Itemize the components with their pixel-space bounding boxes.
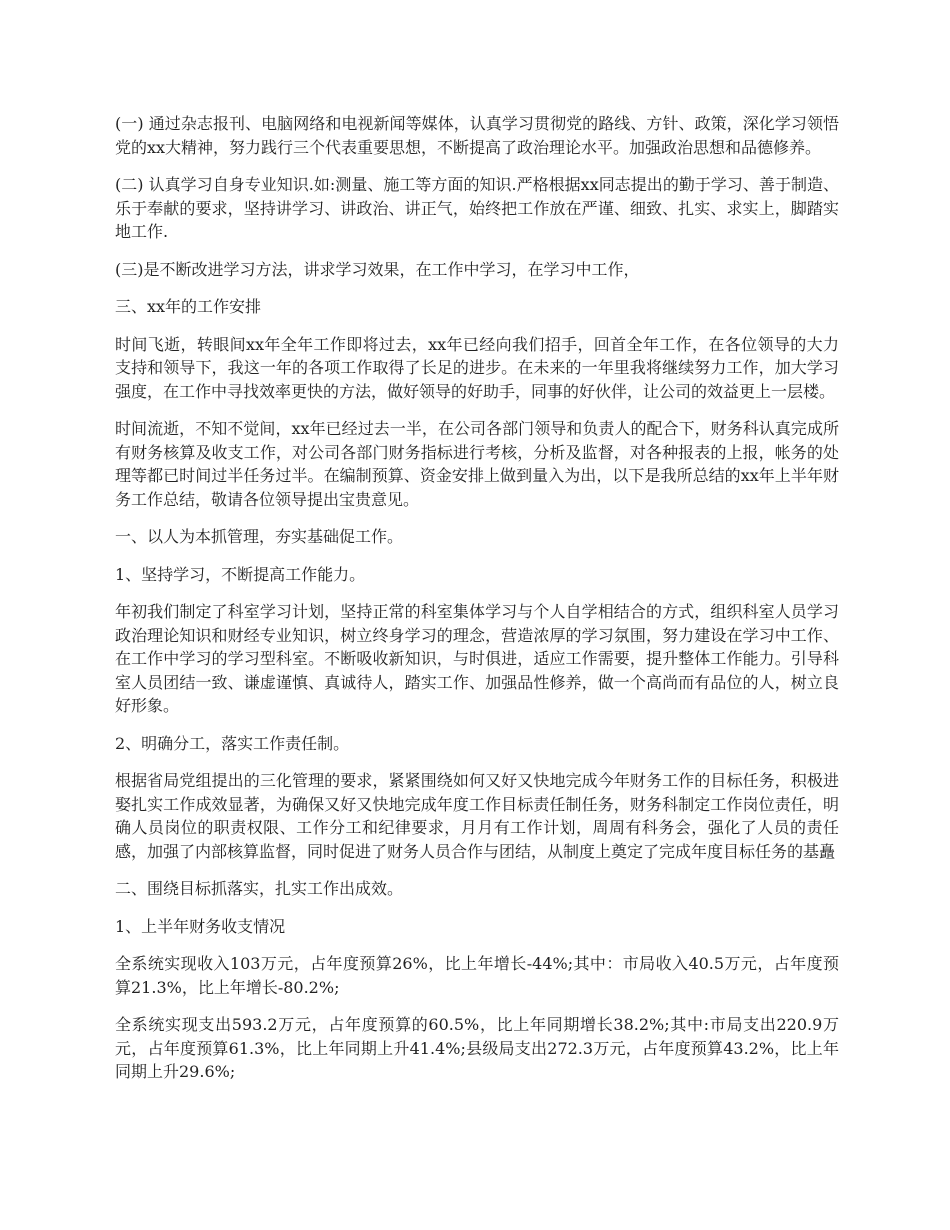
document-page	[115, 112, 839, 1098]
subheading-1-1: 1、坚持学习，不断提高工作能力。	[115, 564, 366, 584]
section-heading-3: 三、xx年的工作安排	[115, 297, 262, 316]
paragraph-15: 全系统实现支出593.2万元，占年度预算的60.5%，比上年同期增长38.2%;其中:市局支出220.9万元，占年度预算61.3%，比上年同期上升41.4%;县级局支出272.3万元，占年度预算43.2%，比上年同期上升29.6%;	[115, 1015, 839, 1081]
subheading-2-1: 1、上半年财务收支情况	[115, 916, 286, 936]
subheading-1-2: 2、明确分工，落实工作责任制。	[115, 733, 350, 753]
paragraph-14: 全系统实现收入103万元，占年度预算26%，比上年增长-44%;其中：市局收入40.5万元，占年度预算21.3%，比上年增长-80.2%;	[115, 954, 839, 997]
paragraph-5: 时间飞逝，转眼间xx年全年工作即将过去，xx年已经向我们招手，回首全年工作，在各位领导的大力支持和领导下，我这一年的各项工作取得了长足的进步。在未来的一年里我将继续努力工作，加大学习强度，在工作中寻找效率更快的方法，做好领导的好助手，同事的好伙伴，让公司的效益更上一层楼。	[115, 334, 839, 401]
paragraph-3: (三)是不断改进学习方法，讲求学习效果，在工作中学习，在学习中工作，	[115, 259, 640, 279]
paragraph-2: (二) 认真学习自身专业知识.如:测量、施工等方面的知识.严格根据xx同志提出的勤于学习、善于制造、乐于奉献的要求，坚持讲学习、讲政治、讲正气，始终把工作放在严谨、细致、扎实、求实上，脚踏实地工作.	[115, 175, 839, 241]
paragraph-1: (一) 通过杂志报刊、电脑网络和电视新闻等媒体，认真学习贯彻党的路线、方针、政策，深化学习领悟党的xx大精神，努力践行三个代表重要思想，不断提高了政治理论水平。加强政治思想和品德修养。	[115, 114, 839, 157]
paragraph-9: 年初我们制定了科室学习计划，坚持正常的科室集体学习与个人自学相结合的方式，组织科室人员学习政治理论知识和财经专业知识，树立终身学习的理念，营造浓厚的学习氛围，努力建设在学习中工作、在工作中学习的学习型科室。不断吸收新知识，与时俱进，适应工作需要，提升整体工作能力。引导科室人员团结一致、谦虚谨慎、真诚待人，踏实工作、加强品性修养，做一个高尚而有品位的人，树立良好形象。	[115, 602, 839, 715]
paragraph-6: 时间流逝，不知不觉间，xx年已经过去一半，在公司各部门领导和负责人的配合下，财务科认真完成所有财务核算及收支工作，对公司各部门财务指标进行考核，分析及监督，对各种报表的上报，帐务的处理等都已时间过半任务过半。在编制预算、资金安排上做到量入为出，以下是我所总结的xx年上半年财务工作总结，敬请各位领导提出宝贵意见。	[115, 419, 839, 509]
section-heading-1: 一、以人为本抓管理，夯实基础促工作。	[115, 527, 404, 546]
paragraph-11: 根据省局党组提出的三化管理的要求，紧紧围绕如何又好又快地完成今年财务工作的目标任务，积极进娶扎实工作成效显著，为确保又好又快地完成年度工作目标责任制任务，财务科制定工作岗位责任，明确人员岗位的职责权限、工作分工和纪律要求，月月有工作计划，周周有科务会，强化了人员的责任感，加强了内部核算监督，同时促进了财务人员合作与团结，从制度上奠定了完成年度目标任务的基矗	[115, 771, 839, 861]
section-heading-2: 二、围绕目标抓落实，扎实工作出成效。	[115, 879, 404, 898]
